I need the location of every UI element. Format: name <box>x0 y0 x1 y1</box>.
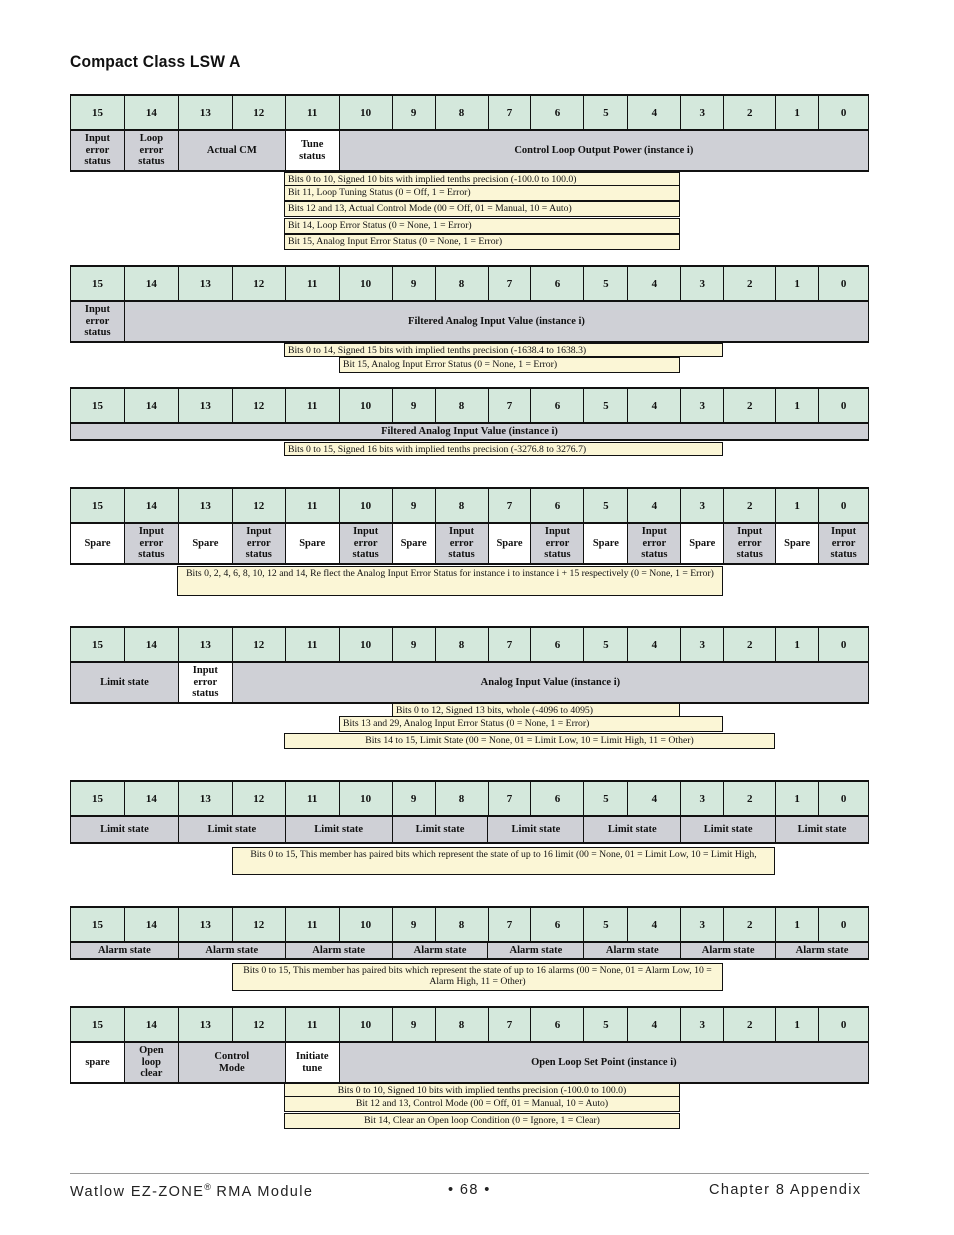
field-loop-error-status: Loop error status <box>125 131 179 170</box>
bit-description-note: Bits 0 to 10, Signed 10 bits with implied tenths precision (-100.0 to 100.0) <box>284 1083 680 1097</box>
field-limit-state: Limit state <box>681 817 776 842</box>
field-analog-input-value-instance-i: Analog Input Value (instance i) <box>233 663 869 702</box>
bit-description-note: Bit 15, Analog Input Error Status (0 = None, 1 = Error) <box>339 357 680 373</box>
bit-13-header: 13 <box>179 389 233 422</box>
field-actual-cm: Actual CM <box>179 131 286 170</box>
bit-2-header: 2 <box>724 96 776 129</box>
bit-description-note: Bit 11, Loop Tuning Status (0 = Off, 1 = Error) <box>284 185 680 201</box>
field-alarm-state: Alarm state <box>488 943 584 958</box>
field-spare: Spare <box>71 524 125 563</box>
bit-10-header: 10 <box>340 267 393 300</box>
bit-1-header: 1 <box>776 908 819 941</box>
bit-0-header: 0 <box>819 389 869 422</box>
field-open-loop-set-point-instance-i: Open Loop Set Point (instance i) <box>340 1043 869 1082</box>
bit-0-header: 0 <box>819 267 869 300</box>
bit-7-header: 7 <box>489 1008 532 1041</box>
bit-7-header: 7 <box>489 489 532 522</box>
bit-1-header: 1 <box>776 267 819 300</box>
bit-2-header: 2 <box>724 1008 776 1041</box>
bit-0-header: 0 <box>819 96 869 129</box>
bit-0-header: 0 <box>819 1008 869 1041</box>
bit-10-header: 10 <box>340 489 393 522</box>
field-limit-state: Limit state <box>584 817 681 842</box>
chapter-label: Chapter 8 Appendix <box>709 1182 862 1198</box>
bit-1-header: 1 <box>776 489 819 522</box>
bit-12-header: 12 <box>233 267 286 300</box>
bit-number-row <box>70 265 869 302</box>
field-limit-state: Limit state <box>488 817 584 842</box>
field-input-error-status: Input error status <box>71 302 125 341</box>
page-number: • 68 • <box>448 1182 491 1198</box>
field-input-error-status: Input error status <box>531 524 584 563</box>
bit-3-header: 3 <box>681 1008 724 1041</box>
bit-8-header: 8 <box>436 908 489 941</box>
bit-3-header: 3 <box>681 389 724 422</box>
bit-11-header: 11 <box>286 908 340 941</box>
bit-5-header: 5 <box>584 96 628 129</box>
field-alarm-state: Alarm state <box>584 943 681 958</box>
field-limit-state: Limit state <box>71 817 179 842</box>
field-input-error-status: Input error status <box>436 524 489 563</box>
field-spare: Spare <box>489 524 532 563</box>
bit-description-note: Bits 0 to 10, Signed 10 bits with implied tenths precision (-100.0 to 100.0) <box>284 172 680 188</box>
bit-15-header: 15 <box>71 389 125 422</box>
bit-number-row <box>70 94 869 131</box>
bit-12-header: 12 <box>233 908 286 941</box>
field-label-row <box>70 524 869 565</box>
bit-10-header: 10 <box>340 1008 393 1041</box>
field-filtered-analog-input-value-instance-i: Filtered Analog Input Value (instance i) <box>125 302 869 341</box>
bit-4-header: 4 <box>628 908 681 941</box>
bit-13-header: 13 <box>179 628 233 661</box>
bit-12-header: 12 <box>233 1008 286 1041</box>
field-spare: Spare <box>776 524 819 563</box>
bit-13-header: 13 <box>179 489 233 522</box>
bit-number-row <box>70 487 869 524</box>
registered-mark: ® <box>204 1182 211 1192</box>
field-control-loop-output-power-instance-i: Control Loop Output Power (instance i) <box>340 131 869 170</box>
bit-1-header: 1 <box>776 782 819 815</box>
bit-number-row <box>70 1006 869 1043</box>
bit-description-note: Bits 0 to 15, Signed 16 bits with implied tenths precision (-3276.8 to 3276.7) <box>284 442 723 456</box>
bit-13-header: 13 <box>179 1008 233 1041</box>
bit-8-header: 8 <box>436 267 489 300</box>
bit-description-note: Bit 14, Loop Error Status (0 = None, 1 = Error) <box>284 218 680 234</box>
bit-5-header: 5 <box>584 628 628 661</box>
field-input-error-status: Input error status <box>179 663 233 702</box>
field-label-row <box>70 817 869 844</box>
bit-3-header: 3 <box>681 628 724 661</box>
bit-9-header: 9 <box>393 782 436 815</box>
bit-9-header: 9 <box>393 628 436 661</box>
bit-7-header: 7 <box>489 782 532 815</box>
field-label-row <box>70 943 869 960</box>
bit-description-note: Bits 0 to 15, This member has paired bits which represent the state of up to 16 alarms (00 = None, 01 = Alarm Low, 10 = Alarm High, 11 = Other) <box>232 963 723 991</box>
bit-12-header: 12 <box>233 389 286 422</box>
bit-3-header: 3 <box>681 782 724 815</box>
field-alarm-state: Alarm state <box>776 943 869 958</box>
field-label-row <box>70 1043 869 1084</box>
bit-14-header: 14 <box>125 782 179 815</box>
field-initiate-tune: Initiate tune <box>286 1043 340 1082</box>
bit-5-header: 5 <box>584 908 628 941</box>
bit-4-header: 4 <box>628 1008 681 1041</box>
bit-10-header: 10 <box>340 782 393 815</box>
bit-description-note: Bits 0 to 15, This member has paired bits which represent the state of up to 16 limit (00 = None, 01 = Limit Low, 10 = Limit High, <box>232 847 775 875</box>
bit-14-header: 14 <box>125 389 179 422</box>
bit-15-header: 15 <box>71 96 125 129</box>
bit-6-header: 6 <box>531 1008 584 1041</box>
field-alarm-state: Alarm state <box>286 943 393 958</box>
bit-5-header: 5 <box>584 267 628 300</box>
bit-10-header: 10 <box>340 96 393 129</box>
bit-11-header: 11 <box>286 782 340 815</box>
bit-number-row <box>70 906 869 943</box>
bit-10-header: 10 <box>340 908 393 941</box>
bit-7-header: 7 <box>489 267 532 300</box>
bit-7-header: 7 <box>489 96 532 129</box>
field-open-loop-clear: Open loop clear <box>125 1043 179 1082</box>
bit-6-header: 6 <box>531 389 584 422</box>
bit-8-header: 8 <box>436 389 489 422</box>
bit-14-header: 14 <box>125 489 179 522</box>
bit-3-header: 3 <box>681 267 724 300</box>
bit-7-header: 7 <box>489 908 532 941</box>
field-input-error-status: Input error status <box>628 524 681 563</box>
bit-12-header: 12 <box>233 96 286 129</box>
bit-15-header: 15 <box>71 908 125 941</box>
field-alarm-state: Alarm state <box>71 943 179 958</box>
bit-5-header: 5 <box>584 1008 628 1041</box>
field-limit-state: Limit state <box>179 817 286 842</box>
field-spare: Spare <box>393 524 436 563</box>
field-limit-state: Limit state <box>393 817 489 842</box>
bit-3-header: 3 <box>681 908 724 941</box>
bit-2-header: 2 <box>724 782 776 815</box>
bit-11-header: 11 <box>286 389 340 422</box>
bit-description-note: Bit 15, Analog Input Error Status (0 = None, 1 = Error) <box>284 234 680 250</box>
bit-2-header: 2 <box>724 489 776 522</box>
bit-3-header: 3 <box>681 96 724 129</box>
bit-13-header: 13 <box>179 96 233 129</box>
field-input-error-status: Input error status <box>233 524 286 563</box>
bit-15-header: 15 <box>71 628 125 661</box>
bit-5-header: 5 <box>584 489 628 522</box>
field-alarm-state: Alarm state <box>681 943 776 958</box>
field-limit-state: Limit state <box>776 817 869 842</box>
bit-0-header: 0 <box>819 489 869 522</box>
bit-description-note: Bits 0, 2, 4, 6, 8, 10, 12 and 14, Re flect the Analog Input Error Status for instance i to instance i + 15 respectively (0 = None, 1 = Error) <box>177 566 723 596</box>
bit-description-note: Bits 0 to 14, Signed 15 bits with implied tenths precision (-1638.4 to 1638.3) <box>284 343 723 357</box>
bit-9-header: 9 <box>393 489 436 522</box>
bit-1-header: 1 <box>776 628 819 661</box>
bit-4-header: 4 <box>628 389 681 422</box>
bit-12-header: 12 <box>233 489 286 522</box>
bit-9-header: 9 <box>393 267 436 300</box>
bit-14-header: 14 <box>125 908 179 941</box>
bit-12-header: 12 <box>233 782 286 815</box>
footer-product <box>70 1182 313 1200</box>
bit-5-header: 5 <box>584 389 628 422</box>
footer-product-name: Watlow EZ-ZONE <box>70 1183 205 1200</box>
bit-8-header: 8 <box>436 782 489 815</box>
bit-description-note: Bits 13 and 29, Analog Input Error Status (0 = None, 1 = Error) <box>339 716 723 732</box>
bit-6-header: 6 <box>531 782 584 815</box>
field-label-row <box>70 424 869 441</box>
bit-5-header: 5 <box>584 782 628 815</box>
bit-14-header: 14 <box>125 267 179 300</box>
bit-8-header: 8 <box>436 96 489 129</box>
bit-description-note: Bits 12 and 13, Actual Control Mode (00 = Off, 01 = Manual, 10 = Auto) <box>284 201 680 217</box>
bit-10-header: 10 <box>340 628 393 661</box>
bit-9-header: 9 <box>393 1008 436 1041</box>
bit-2-header: 2 <box>724 628 776 661</box>
bit-11-header: 11 <box>286 628 340 661</box>
field-spare: Spare <box>286 524 340 563</box>
field-label-row <box>70 302 869 343</box>
field-tune-status: Tune status <box>286 131 340 170</box>
field-spare: spare <box>71 1043 125 1082</box>
field-input-error-status: Input error status <box>819 524 869 563</box>
footer-product-suffix: RMA Module <box>210 1183 314 1200</box>
bit-description-note: Bits 14 to 15, Limit State (00 = None, 01 = Limit Low, 10 = Limit High, 11 = Other) <box>284 733 775 749</box>
bit-4-header: 4 <box>628 267 681 300</box>
bit-2-header: 2 <box>724 267 776 300</box>
bit-number-row <box>70 387 869 424</box>
field-input-error-status: Input error status <box>340 524 393 563</box>
field-limit-state: Limit state <box>71 663 179 702</box>
bit-1-header: 1 <box>776 389 819 422</box>
bit-15-header: 15 <box>71 1008 125 1041</box>
field-label-row <box>70 131 869 172</box>
field-limit-state: Limit state <box>286 817 393 842</box>
bit-14-header: 14 <box>125 628 179 661</box>
footer-divider <box>70 1173 869 1174</box>
page-title: Compact Class LSW A <box>70 52 241 71</box>
bit-13-header: 13 <box>179 908 233 941</box>
bit-6-header: 6 <box>531 267 584 300</box>
bit-11-header: 11 <box>286 96 340 129</box>
bit-0-header: 0 <box>819 908 869 941</box>
field-label-row <box>70 663 869 704</box>
bit-3-header: 3 <box>681 489 724 522</box>
field-input-error-status: Input error status <box>71 131 125 170</box>
bit-12-header: 12 <box>233 628 286 661</box>
bit-15-header: 15 <box>71 267 125 300</box>
bit-15-header: 15 <box>71 782 125 815</box>
bit-4-header: 4 <box>628 489 681 522</box>
field-alarm-state: Alarm state <box>179 943 286 958</box>
bit-0-header: 0 <box>819 628 869 661</box>
bit-0-header: 0 <box>819 782 869 815</box>
bit-4-header: 4 <box>628 782 681 815</box>
bit-10-header: 10 <box>340 389 393 422</box>
bit-9-header: 9 <box>393 389 436 422</box>
bit-8-header: 8 <box>436 489 489 522</box>
bit-2-header: 2 <box>724 908 776 941</box>
bit-14-header: 14 <box>125 96 179 129</box>
field-control-mode: Control Mode <box>179 1043 286 1082</box>
bit-11-header: 11 <box>286 489 340 522</box>
field-input-error-status: Input error status <box>125 524 179 563</box>
bit-15-header: 15 <box>71 489 125 522</box>
bit-4-header: 4 <box>628 628 681 661</box>
field-filtered-analog-input-value-instance-i: Filtered Analog Input Value (instance i) <box>71 424 869 439</box>
bit-6-header: 6 <box>531 628 584 661</box>
bit-11-header: 11 <box>286 267 340 300</box>
bit-7-header: 7 <box>489 628 532 661</box>
bit-4-header: 4 <box>628 96 681 129</box>
bit-number-row <box>70 626 869 663</box>
bit-6-header: 6 <box>531 96 584 129</box>
bit-1-header: 1 <box>776 1008 819 1041</box>
field-spare: Spare <box>584 524 628 563</box>
bit-14-header: 14 <box>125 1008 179 1041</box>
bit-6-header: 6 <box>531 489 584 522</box>
field-alarm-state: Alarm state <box>393 943 489 958</box>
bit-7-header: 7 <box>489 389 532 422</box>
bit-1-header: 1 <box>776 96 819 129</box>
bit-9-header: 9 <box>393 908 436 941</box>
bit-13-header: 13 <box>179 267 233 300</box>
bit-2-header: 2 <box>724 389 776 422</box>
bit-number-row <box>70 780 869 817</box>
bit-description-note: Bit 14, Clear an Open loop Condition (0 = Ignore, 1 = Clear) <box>284 1113 680 1129</box>
bit-13-header: 13 <box>179 782 233 815</box>
bit-9-header: 9 <box>393 96 436 129</box>
bit-description-note: Bits 0 to 12, Signed 13 bits, whole (-4096 to 4095) <box>392 703 680 717</box>
bit-description-note: Bit 12 and 13, Control Mode (00 = Off, 01 = Manual, 10 = Auto) <box>284 1096 680 1112</box>
field-input-error-status: Input error status <box>724 524 776 563</box>
field-spare: Spare <box>179 524 233 563</box>
bit-8-header: 8 <box>436 1008 489 1041</box>
bit-11-header: 11 <box>286 1008 340 1041</box>
bit-8-header: 8 <box>436 628 489 661</box>
field-spare: Spare <box>681 524 724 563</box>
bit-6-header: 6 <box>531 908 584 941</box>
